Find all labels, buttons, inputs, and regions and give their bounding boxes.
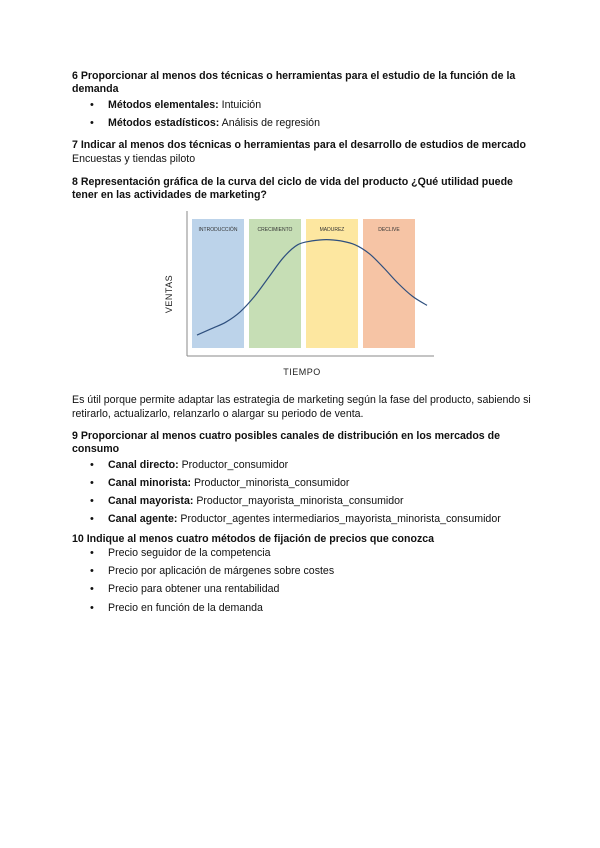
item-label: Canal agente: (108, 513, 178, 526)
phase-label: MADUREZ (319, 226, 345, 233)
list-item (72, 98, 532, 112)
item-value: Intuición (218, 99, 262, 111)
list-item (72, 494, 532, 508)
item-value: Productor_minorista_consumidor (191, 476, 350, 489)
item-value: Productor_consumidor (178, 458, 289, 471)
item-label: Canal mayorista: (108, 495, 194, 508)
item-value: Productor_mayorista_minorista_consumidor (193, 495, 404, 508)
question-8-title: 8 Representación gráfica de la curva del ciclo de vida del producto ¿Qué utilidad puede tener en las actividades de marketing? (72, 175, 513, 201)
list-item: • Precio en función de la demanda (72, 601, 532, 615)
item-label: Métodos elementales: (108, 99, 219, 111)
list-item: • Precio por aplicación de márgenes sobre costes (72, 564, 532, 578)
phase-band-3 (306, 219, 358, 348)
item-label: Canal minorista: (108, 476, 192, 489)
phase-band-1 (192, 219, 244, 348)
phase-label: DECLIVE (378, 226, 400, 233)
item-label: Canal directo: (108, 458, 179, 471)
question-6-list (72, 98, 532, 130)
list-item (72, 476, 532, 490)
list-item: • Precio seguidor de la competencia (72, 546, 532, 560)
list-item: • Precio para obtener una rentabilidad (72, 582, 532, 596)
x-axis-label: TIEMPO (283, 366, 321, 377)
phase-band-2 (249, 219, 301, 348)
phase-label: INTRODUCCIÓN (198, 226, 238, 233)
question-7-title: 7 Indicar al menos dos técnicas o herramientas para el desarrollo de estudios de mercado (72, 138, 526, 151)
question-10-list (72, 546, 532, 615)
item-label: Métodos estadísticos: (108, 117, 220, 130)
product-life-cycle-chart (72, 208, 532, 390)
question-7-answer: Encuestas y tiendas piloto (72, 152, 196, 165)
question-6-title: 6 Proporcionar al menos dos técnicas o herramientas para el estudio de la función de la demanda (72, 70, 516, 95)
list-item (72, 116, 532, 130)
item-value: Productor_agentes intermediarios_mayorista_minorista_consumidor (177, 513, 501, 526)
question-8-answer: Es útil porque permite adaptar las estrategia de marketing según la fase del producto, sabiendo si retirarlo, actualizarlo, relanzarlo o alargar su periodo de venta. (72, 393, 531, 420)
list-item (72, 512, 532, 526)
phase-label: CRECIMIENTO (257, 226, 293, 233)
chart-svg (72, 208, 532, 390)
phase-band-4 (363, 219, 415, 348)
item-value: Análisis de regresión (219, 117, 320, 130)
question-9-title: 9 Proporcionar al menos cuatro posibles canales de distribución en los mercados de consumo (72, 429, 500, 455)
question-9-list (72, 458, 532, 527)
y-axis-label: VENTAS (164, 274, 174, 313)
document-page (72, 70, 532, 619)
question-10-title: 10 Indique al menos cuatro métodos de fijación de precios que conozca (72, 532, 435, 545)
list-item (72, 458, 532, 472)
